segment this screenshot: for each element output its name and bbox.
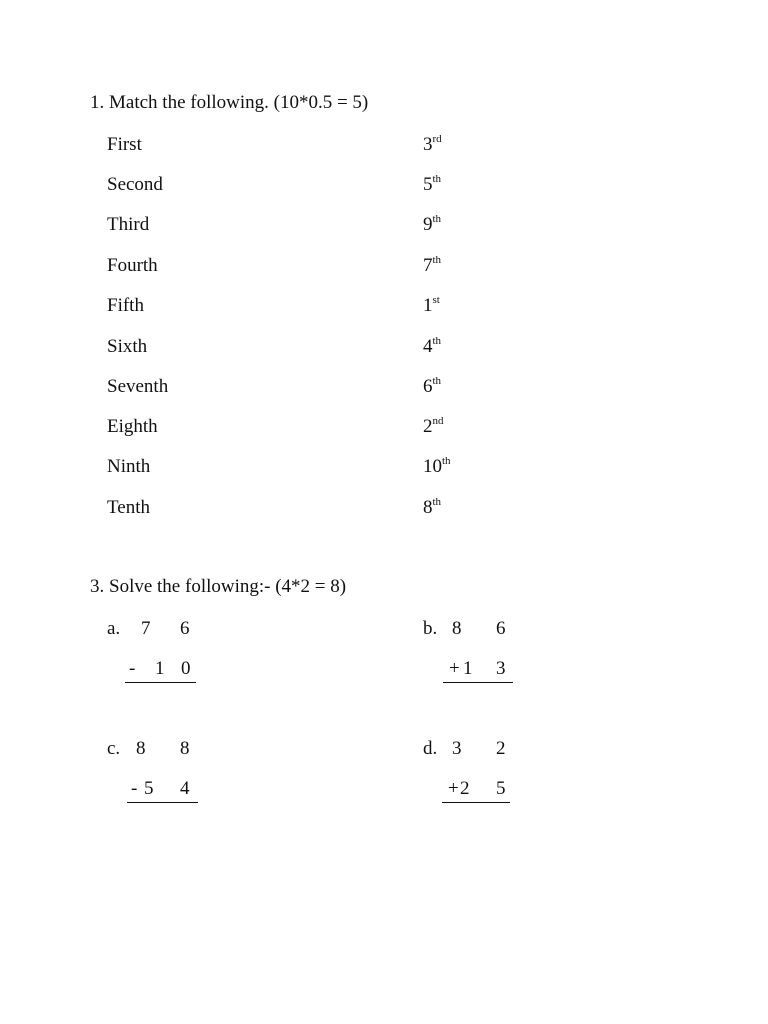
ordinal-suffix: st [432, 294, 440, 306]
match-ordinal [423, 295, 440, 317]
match-word: Third [107, 214, 150, 235]
problem-letter: a. [107, 618, 121, 639]
match-row [0, 336, 768, 366]
top-tens-digit: 8 [136, 738, 146, 759]
subtraction-problem-c [107, 738, 267, 818]
answer-line [442, 802, 510, 803]
bottom-ones-digit: 3 [496, 658, 506, 679]
match-ordinal [423, 255, 441, 277]
minus-sign: - [129, 658, 136, 679]
ordinal-suffix: th [432, 254, 442, 266]
match-word: First [107, 134, 142, 155]
minus-sign: - [131, 778, 138, 799]
match-row [0, 497, 768, 527]
answer-line [127, 802, 198, 803]
ordinal-number: 7 [423, 255, 433, 276]
ordinal-suffix: rd [432, 133, 442, 145]
match-row [0, 214, 768, 244]
match-ordinal [423, 214, 441, 236]
match-ordinal [423, 336, 441, 358]
bottom-ones-digit: 0 [181, 658, 191, 679]
match-ordinal [423, 376, 441, 398]
bottom-tens-digit: 5 [144, 778, 154, 799]
ordinal-number: 10 [423, 456, 442, 477]
match-row [0, 255, 768, 285]
ordinal-number: 9 [423, 214, 433, 235]
answer-line [443, 682, 513, 683]
match-word: Ninth [107, 456, 151, 477]
match-row [0, 376, 768, 406]
ordinal-number: 6 [423, 376, 433, 397]
bottom-tens-digit: 1 [463, 658, 473, 679]
bottom-tens-digit: 2 [460, 778, 470, 799]
question-3-heading: 3. Solve the following:- (4*2 = 8) [90, 576, 347, 597]
top-ones-digit: 6 [496, 618, 506, 639]
match-word: Seventh [107, 376, 169, 397]
match-word: Second [107, 174, 163, 195]
plus-sign: + [449, 658, 460, 679]
ordinal-number: 2 [423, 416, 433, 437]
ordinal-number: 3 [423, 134, 433, 155]
match-ordinal [423, 416, 444, 438]
top-tens-digit: 7 [141, 618, 151, 639]
ordinal-suffix: th [442, 455, 451, 467]
bottom-tens-digit: 1 [155, 658, 165, 679]
ordinal-number: 1 [423, 295, 433, 316]
answer-line [125, 682, 196, 683]
plus-sign: + [448, 778, 459, 799]
addition-problem-d [423, 738, 583, 818]
problem-letter: b. [423, 618, 438, 639]
addition-problem-b [423, 618, 583, 698]
ordinal-suffix: nd [432, 415, 444, 427]
ordinal-suffix: th [432, 375, 442, 387]
match-ordinal [423, 456, 451, 478]
match-word: Sixth [107, 336, 148, 357]
bottom-ones-digit: 5 [496, 778, 506, 799]
problem-letter: c. [107, 738, 121, 759]
top-ones-digit: 8 [180, 738, 190, 759]
match-ordinal [423, 174, 441, 196]
subtraction-problem-a [107, 618, 267, 698]
match-row [0, 295, 768, 325]
match-word: Fifth [107, 295, 144, 316]
ordinal-suffix: th [432, 173, 442, 185]
match-word: Tenth [107, 497, 150, 518]
top-ones-digit: 6 [180, 618, 190, 639]
ordinal-suffix: th [432, 496, 442, 508]
bottom-ones-digit: 4 [180, 778, 190, 799]
match-word: Fourth [107, 255, 158, 276]
match-row [0, 174, 768, 204]
ordinal-number: 4 [423, 336, 433, 357]
match-ordinal [423, 497, 441, 519]
ordinal-suffix: th [432, 335, 442, 347]
top-tens-digit: 8 [452, 618, 462, 639]
question-1-heading: 1. Match the following. (10*0.5 = 5) [90, 92, 369, 113]
ordinal-number: 5 [423, 174, 433, 195]
ordinal-number: 8 [423, 497, 433, 518]
match-row [0, 416, 768, 446]
match-row [0, 456, 768, 486]
ordinal-suffix: th [432, 213, 442, 225]
match-row [0, 134, 768, 164]
problem-letter: d. [423, 738, 438, 759]
match-ordinal [423, 134, 442, 156]
match-word: Eighth [107, 416, 158, 437]
top-tens-digit: 3 [452, 738, 462, 759]
top-ones-digit: 2 [496, 738, 506, 759]
